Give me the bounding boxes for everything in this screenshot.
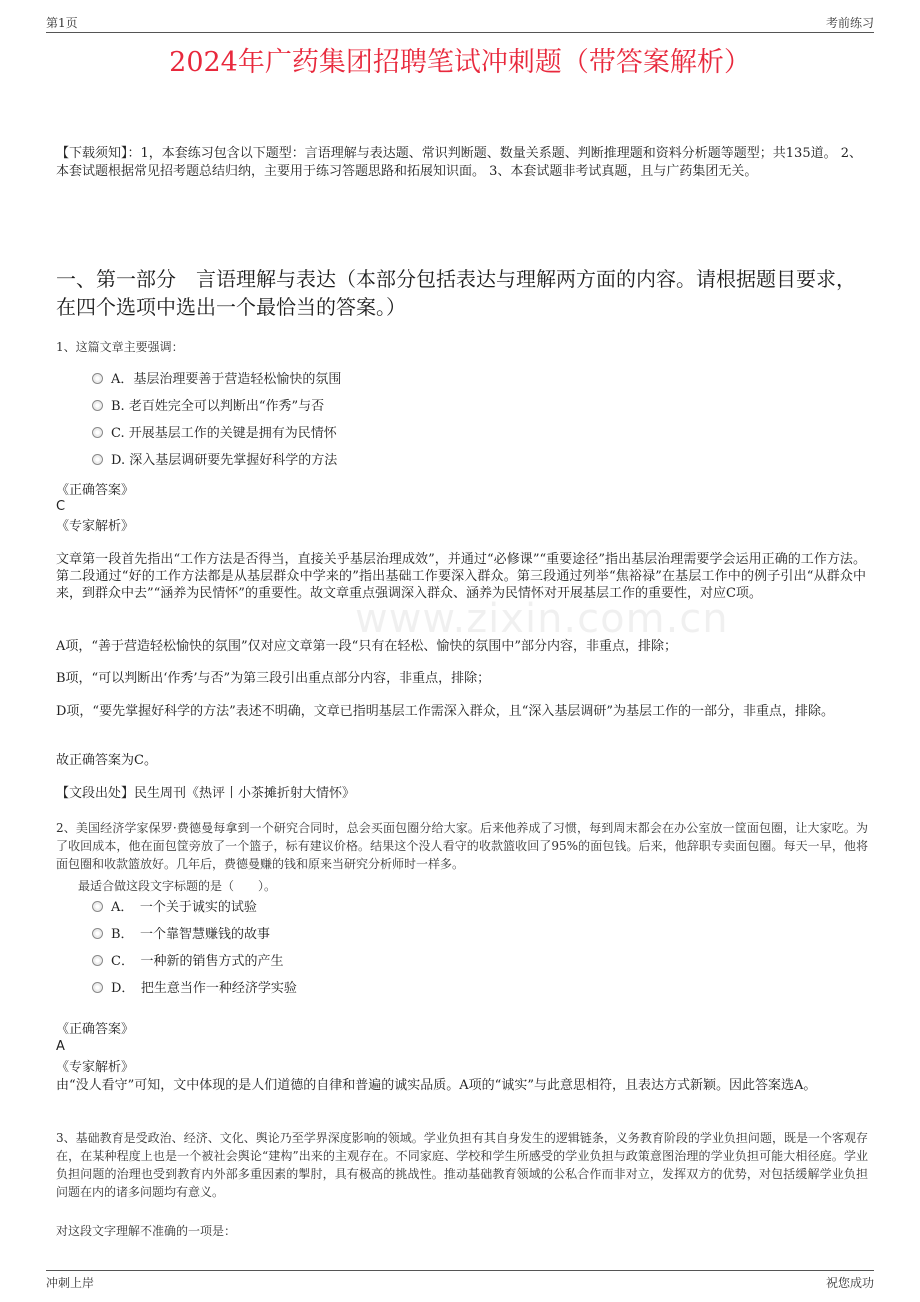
answer-label: 《正确答案》 [56, 1022, 135, 1037]
analysis-conclusion: 故正确答案为C。 [56, 753, 157, 768]
radio-icon[interactable] [92, 982, 103, 993]
radio-icon[interactable] [92, 373, 103, 384]
page-header [46, 12, 874, 33]
analysis-paragraph: A项，“善于营造轻松愉快的氛围”仅对应文章第一段“只有在轻松、愉快的氛围中”部分内容，非重点，排除； [56, 639, 677, 654]
page-number: 第1页 [46, 16, 78, 30]
question-2-option-a[interactable]: A． 一个关于诚实的试验 [92, 899, 257, 917]
analysis-paragraph: D项，“要先掌握好科学的方法”表述不明确，文章已指明基层工作需深入群众，且“深入基层调研”为基层工作的一部分，非重点，排除。 [56, 704, 835, 719]
analysis-label: 《专家解析》 [56, 519, 135, 534]
analysis-paragraph: 文章第一段首先指出“工作方法是否得当，直接关乎基层治理成效”，并通过“必修课”“重要途径”指出基层治理需要学会运用正确的工作方法。第二段通过“好的工作方法都是从基层群众中学来的”指出基础工作要深入群众。第三段通过列举“焦裕禄”在基层工作中的例子引出“从群众中来，到群众中去”“涵养为民情怀”的重要性。故文章重点强调深入群众、涵养为民情怀对开展基层工作的重要性，对应C项。 [56, 552, 866, 601]
question-1-option-c[interactable]: C. 开展基层工作的关键是拥有为民情怀 [92, 425, 337, 443]
answer-value: A [56, 1039, 65, 1054]
question-3-stem: 3、基础教育是受政治、经济、文化、舆论乃至学界深度影响的领域。学业负担有其自身发生的逻辑链条，义务教育阶段的学业负担问题，既是一个客观存在，在某种程度上也是一个被社会舆论“建构”出来的主观存在。不同家庭、学校和学生所感受的学业负担与政策意图治理的学业负担可能大相径庭。学业负担问题的治理也受到教育内外部多重因素的掣肘，具有极高的挑战性。推动基础教育领域的公私合作而非对立，发挥双方的优势，对包括缓解学业负担问题在内的诸多问题均有意义。 [56, 1131, 868, 1199]
answer-value: C [56, 499, 66, 514]
radio-icon[interactable] [92, 901, 103, 912]
radio-icon[interactable] [92, 400, 103, 411]
analysis-paragraph: B项，“可以判断出‘作秀’与否”为第三段引出重点部分内容，非重点，排除； [56, 671, 491, 686]
question-2-option-d[interactable]: D． 把生意当作一种经济学实验 [92, 980, 297, 998]
download-notice: 【下载须知】：1，本套练习包含以下题型：言语理解与表达题、常识判断题、数量关系题、判断推理题和资料分析题等题型；共135道。 2、本套试题根据常见招考题总结归纳，主要用于练习答题思路和拓展知识面。 3、本套试题非考试真题，且与广药集团无关。 [56, 146, 862, 179]
footer-right-text: 祝您成功 [825, 1276, 874, 1290]
question-2-prompt: 最适合做这段文字标题的是（ ）。 [78, 879, 277, 893]
radio-icon[interactable] [92, 454, 103, 465]
question-1-option-b[interactable]: B. 老百姓完全可以判断出“作秀”与否 [92, 398, 324, 416]
page-footer [46, 1270, 874, 1293]
radio-icon[interactable] [92, 928, 103, 939]
analysis-label: 《专家解析》 [56, 1060, 135, 1075]
question-1-stem: 1、这篇文章主要强调： [56, 340, 184, 354]
answer-label: 《正确答案》 [56, 483, 135, 498]
question-2-option-b[interactable]: B． 一个靠智慧赚钱的故事 [92, 926, 270, 944]
header-tag: 考前练习 [825, 16, 874, 30]
question-2-option-c[interactable]: C． 一种新的销售方式的产生 [92, 953, 283, 971]
section-heading: 一、第一部分 言语理解与表达（本部分包括表达与理解两方面的内容。请根据题目要求，在四个选项中选出一个最恰当的答案。） [56, 267, 856, 319]
question-3-prompt: 对这段文字理解不准确的一项是： [56, 1224, 237, 1238]
source-note: 【文段出处】民生周刊《热评丨小茶摊折射大情怀》 [56, 786, 356, 801]
watermark: www.zixin.com.cn [355, 596, 729, 642]
analysis-paragraph: 由“没人看守”可知，文中体现的是人们道德的自律和普遍的诚实品质。A项的“诚实”与此意思相符，且表达方式新颖。因此答案选A。 [56, 1078, 817, 1093]
radio-icon[interactable] [92, 427, 103, 438]
question-1-option-d[interactable]: D. 深入基层调研要先掌握好科学的方法 [92, 452, 337, 470]
footer-left-text: 冲刺上岸 [46, 1276, 95, 1290]
document-title: 2024年广药集团招聘笔试冲刺题（带答案解析） [169, 47, 751, 78]
question-2-stem: 2、美国经济学家保罗·费德曼每拿到一个研究合同时，总会买面包圈分给大家。后来他养成了习惯，每到周末都会在办公室放一筐面包圈，让大家吃。为了收回成本，他在面包筐旁放了一个篮子，标有建议价格。结果这个没人看守的收款篮收回了95%的面包钱。后来，他辞职专卖面包圈。每天一早，他将面包圈和收款篮放好。几年后，费德曼赚的钱和原来当研究分析师时一样多。 [56, 821, 868, 871]
question-1-option-a[interactable]: A．基层治理要善于营造轻松愉快的氛围 [92, 371, 341, 389]
radio-icon[interactable] [92, 955, 103, 966]
